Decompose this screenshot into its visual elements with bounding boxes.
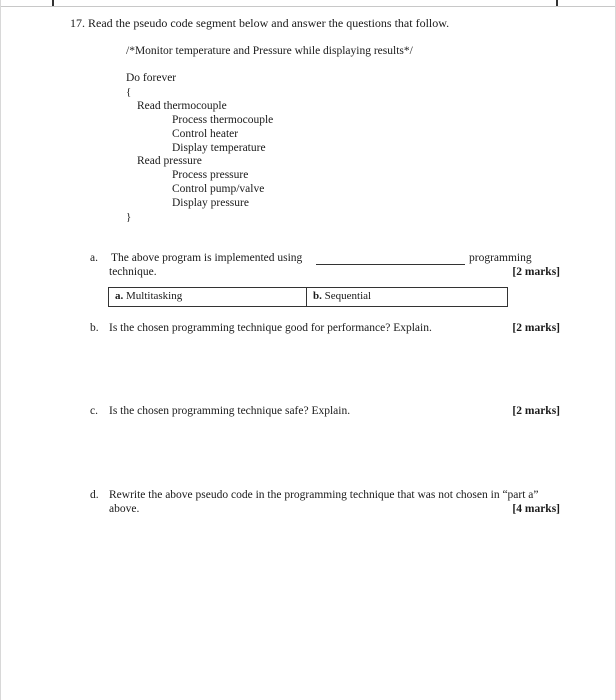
part-a-text: The above program is implemented using (111, 252, 303, 264)
option-letter: b. (313, 290, 322, 302)
code-line: Control pump/valve (172, 183, 265, 195)
part-a-label: a. (90, 252, 98, 264)
option-letter: a. (115, 290, 124, 302)
part-b-text: Is the chosen programming technique good for performance? Explain. (109, 322, 432, 334)
part-a-text-line2: technique. (109, 266, 157, 278)
part-b-label: b. (90, 322, 99, 334)
left-border (0, 0, 1, 700)
option-text: Sequential (324, 290, 372, 302)
answer-blank-line (316, 264, 465, 265)
part-d-text-line1: Rewrite the above pseudo code in the programming technique that was not chosen in “part a” (109, 489, 539, 501)
option-text: Multitasking (126, 290, 183, 302)
code-line: Do forever (126, 72, 177, 84)
part-a-marks: [2 marks] (512, 266, 560, 278)
part-d-label: d. (90, 489, 99, 501)
code-open-brace: { (126, 86, 132, 98)
part-c-marks: [2 marks] (512, 405, 560, 417)
part-c-label: c. (90, 405, 98, 417)
option-sequential[interactable] (307, 288, 507, 306)
question-heading: 17. Read the pseudo code segment below and answer the questions that follow. (70, 16, 450, 30)
options-table (108, 287, 508, 307)
option-multitasking[interactable] (109, 288, 307, 306)
code-close-brace: } (126, 211, 132, 223)
code-line: Display temperature (172, 142, 266, 154)
top-border-tick (52, 0, 54, 6)
code-line: Read pressure (137, 155, 202, 167)
top-border (0, 0, 616, 7)
part-d-marks: [4 marks] (512, 503, 560, 515)
part-a-text-after: programming (469, 252, 532, 264)
code-line: Display pressure (172, 197, 249, 209)
code-line: Process thermocouple (172, 114, 274, 126)
top-border-tick (556, 0, 558, 6)
code-line: Process pressure (172, 169, 249, 181)
code-line: Read thermocouple (137, 100, 227, 112)
part-c-text: Is the chosen programming technique safe? Explain. (109, 405, 351, 417)
part-d-text-line2: above. (109, 503, 140, 515)
code-comment: /*Monitor temperature and Pressure while displaying results*/ (126, 45, 413, 57)
part-b-marks: [2 marks] (512, 322, 560, 334)
code-line: Control heater (172, 128, 239, 140)
